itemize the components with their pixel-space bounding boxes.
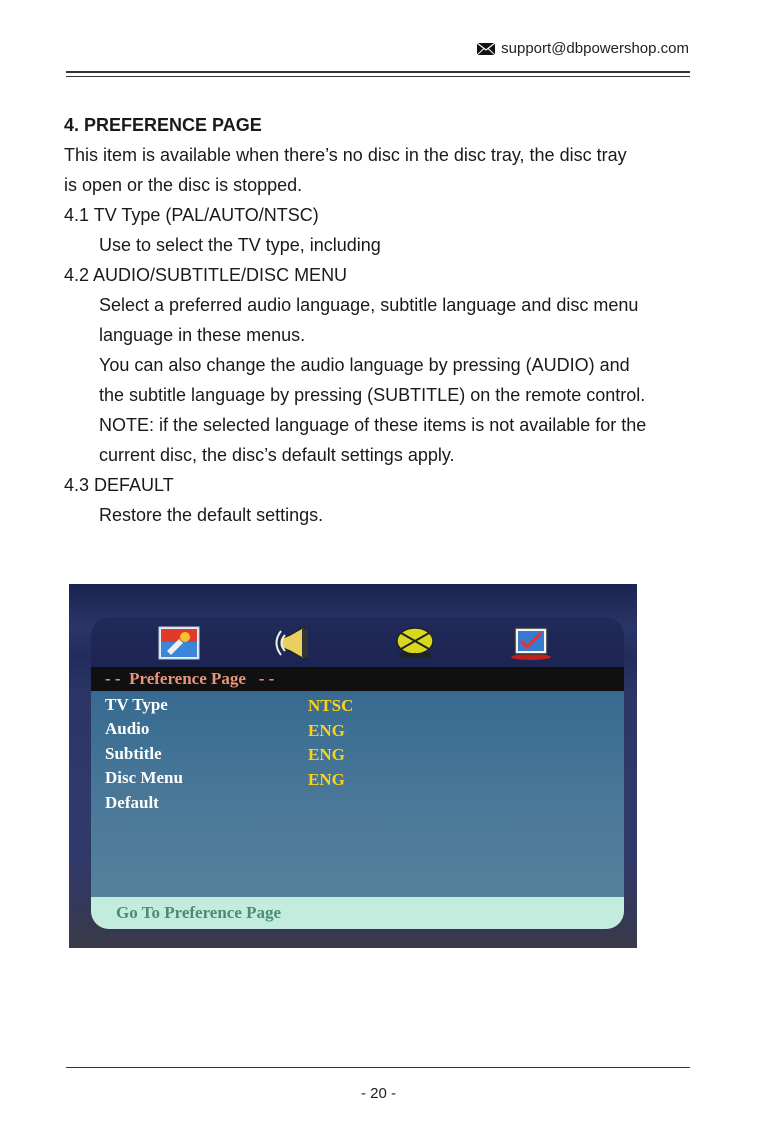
footer-rule bbox=[66, 1067, 690, 1068]
page-number: - 20 - bbox=[360, 1085, 396, 1102]
subsection-title: 4.1 TV Type (PAL/AUTO/NTSC) bbox=[64, 205, 319, 225]
subsection-text: Select a preferred audio language, subtitle language and disc menu bbox=[99, 295, 639, 315]
menu-value-audio: ENG bbox=[308, 721, 345, 740]
subsection-text: the subtitle language by pressing (SUBTITLE) on the remote control. bbox=[99, 385, 646, 405]
header-rule bbox=[66, 71, 690, 73]
audio-setup-icon bbox=[274, 625, 318, 661]
menu-value-tv-type: NTSC bbox=[308, 696, 354, 715]
subsection-text: You can also change the audio language by pressing (AUDIO) and bbox=[99, 355, 630, 375]
subsection-text: Restore the default settings. bbox=[99, 505, 324, 525]
menu-item-subtitle[interactable]: Subtitle bbox=[105, 744, 162, 763]
subsection-title: 4.2 AUDIO/SUBTITLE/DISC MENU bbox=[64, 265, 348, 285]
subsection-text: language in these menus. bbox=[99, 325, 306, 345]
menu-item-audio[interactable]: Audio bbox=[105, 719, 150, 738]
header-rule-thin bbox=[66, 76, 690, 77]
osd-menu-screenshot bbox=[69, 584, 637, 948]
menu-value-disc-menu: ENG bbox=[308, 770, 345, 789]
menu-item-disc-menu[interactable]: Disc Menu bbox=[105, 768, 183, 787]
subsection-text: NOTE: if the selected language of these items is not available for the bbox=[99, 415, 647, 435]
setup-icon-bar bbox=[91, 617, 624, 667]
menu-item-tv-type[interactable]: TV Type bbox=[105, 695, 168, 714]
section-title: 4. PREFERENCE PAGE bbox=[64, 115, 262, 135]
menu-value-subtitle: ENG bbox=[308, 745, 345, 764]
subsection-title: 4.3 DEFAULT bbox=[64, 475, 174, 495]
menu-panel bbox=[91, 617, 624, 929]
preference-setup-icon bbox=[509, 625, 553, 661]
menu-title-bar bbox=[91, 667, 624, 691]
intro-line: This item is available when there’s no disc in the disc tray, the disc tray bbox=[64, 145, 627, 165]
status-bar bbox=[91, 897, 624, 929]
status-text: Go To Preference Page bbox=[116, 903, 282, 922]
support-email: support@dbpowershop.com bbox=[501, 40, 689, 57]
menu-title: - - Preference Page - - bbox=[105, 669, 275, 688]
menu-item-default[interactable]: Default bbox=[105, 793, 159, 812]
subsection-text: current disc, the disc’s default settings apply. bbox=[99, 445, 455, 465]
intro-line: is open or the disc is stopped. bbox=[64, 175, 303, 195]
page-header bbox=[477, 40, 689, 57]
envelope-icon bbox=[477, 43, 495, 55]
video-disc-icon bbox=[393, 625, 437, 661]
general-setup-icon bbox=[157, 625, 201, 661]
section-content bbox=[64, 110, 704, 530]
subsection-text: Use to select the TV type, including bbox=[99, 235, 381, 255]
